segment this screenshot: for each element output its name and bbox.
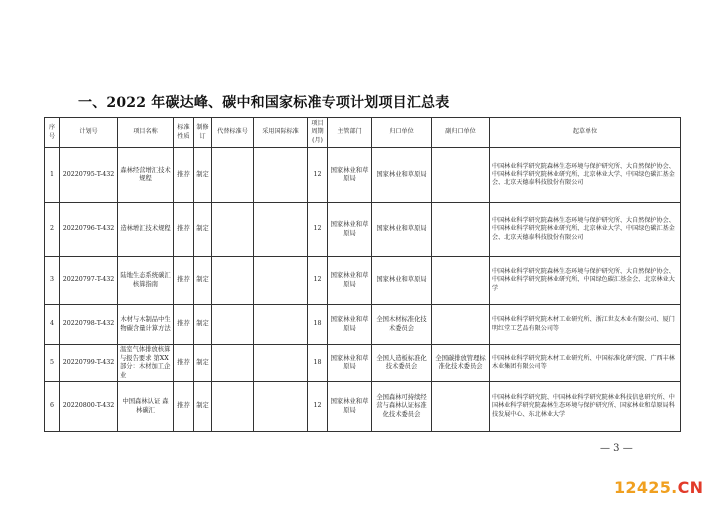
header-cell: 归口单位 [372, 118, 432, 148]
header-cell: 计划号 [60, 118, 118, 148]
header-cell: 主管部门 [328, 118, 372, 148]
international-standard [254, 257, 308, 305]
revision-type: 制定 [194, 345, 212, 382]
authority: 国家林业和草原局 [328, 148, 372, 203]
standard-nature: 推荐 [174, 305, 194, 345]
header-cell: 副归口单位 [432, 118, 490, 148]
project-period: 12 [308, 382, 328, 432]
page-number: — 3 — [600, 443, 633, 454]
vice-technical-committee [432, 148, 490, 203]
row-number: 6 [45, 382, 60, 432]
row-number: 1 [45, 148, 60, 203]
drafting-units: 中国林业科学研究院森林生态环境与保护研究所、大自然保护协会、中国林业科学研究院林业研究所、北京林业大学、中国绿色碳汇基金会、北京天德泰科技股份有限公司 [490, 203, 681, 257]
header-cell: 制修订 [194, 118, 212, 148]
drafting-units: 中国林业科学研究院、中国林业科学研究院林业科技信息研究所、中国林业科学研究院森林生态环境与保护研究所、国家林业和草原局科技发展中心、东北林业大学 [490, 382, 681, 432]
drafting-units: 中国林业科学研究院木材工业研究所、浙江世友木业有限公司、厦门明红堂工艺品有限公司等 [490, 305, 681, 345]
vice-technical-committee: 全国碳排放管理标准化技术委员会 [432, 345, 490, 382]
plan-number: 20220795-T-432 [60, 148, 118, 203]
site-watermark [614, 478, 703, 497]
international-standard [254, 305, 308, 345]
row-number: 2 [45, 203, 60, 257]
vice-technical-committee [432, 305, 490, 345]
international-standard [254, 345, 308, 382]
row-number: 5 [45, 345, 60, 382]
replaced-standard [212, 257, 254, 305]
technical-committee: 国家林业和草原局 [372, 148, 432, 203]
revision-type: 制定 [194, 148, 212, 203]
project-period: 18 [308, 345, 328, 382]
page-title: 一、2022 年碳达峰、碳中和国家标准专项计划项目汇总表 [78, 95, 450, 111]
replaced-standard [212, 148, 254, 203]
drafting-units: 中国林业科学研究院森林生态环境与保护研究所、大自然保护协会、中国林业科学研究院林业研究所、中国绿色碳汇基金会、北京林业大学 [490, 257, 681, 305]
project-name: 温室气体排放核算与报告要求 第XX部分：木材加工企业 [118, 345, 174, 382]
vice-technical-committee [432, 382, 490, 432]
project-name: 中国森林认证 森林碳汇 [118, 382, 174, 432]
vice-technical-committee [432, 203, 490, 257]
header-cell: 项目名称 [118, 118, 174, 148]
project-period: 12 [308, 203, 328, 257]
plan-number: 20220797-T-432 [60, 257, 118, 305]
row-number: 3 [45, 257, 60, 305]
international-standard [254, 382, 308, 432]
header-cell: 项目周期(月) [308, 118, 328, 148]
table-row [45, 148, 681, 203]
header-cell: 标准性质 [174, 118, 194, 148]
technical-committee: 全国人造板标准化技术委员会 [372, 345, 432, 382]
standard-nature: 推荐 [174, 257, 194, 305]
project-name: 木材与木制品中生物碳含量计算方法 [118, 305, 174, 345]
standard-nature: 推荐 [174, 148, 194, 203]
international-standard [254, 148, 308, 203]
vice-technical-committee [432, 257, 490, 305]
replaced-standard [212, 203, 254, 257]
technical-committee: 全国森林可持续经营与森林认证标准化技术委员会 [372, 382, 432, 432]
standard-nature: 推荐 [174, 203, 194, 257]
table-row [45, 305, 681, 345]
project-name: 造林增汇技术规程 [118, 203, 174, 257]
project-name: 森林经营增汇技术规程 [118, 148, 174, 203]
authority: 国家林业和草原局 [328, 345, 372, 382]
project-period: 12 [308, 148, 328, 203]
watermark-digits: 12425 [614, 478, 672, 497]
standard-nature: 推荐 [174, 345, 194, 382]
revision-type: 制定 [194, 382, 212, 432]
replaced-standard [212, 345, 254, 382]
drafting-units: 中国林业科学研究院木材工业研究所、中国标准化研究院、广西丰林木业集团有限公司等 [490, 345, 681, 382]
table-row [45, 345, 681, 382]
revision-type: 制定 [194, 305, 212, 345]
table-header-row [45, 118, 681, 148]
project-summary-table [44, 117, 681, 432]
table-row [45, 382, 681, 432]
project-name: 陆地生态系统碳汇核算指南 [118, 257, 174, 305]
project-period: 12 [308, 257, 328, 305]
authority: 国家林业和草原局 [328, 203, 372, 257]
plan-number: 20220800-T-432 [60, 382, 118, 432]
table-row [45, 257, 681, 305]
plan-number: 20220796-T-432 [60, 203, 118, 257]
technical-committee: 全国木材标准化技术委员会 [372, 305, 432, 345]
table-row [45, 203, 681, 257]
watermark-suffix: CN [677, 478, 704, 497]
international-standard [254, 203, 308, 257]
standard-nature: 推荐 [174, 382, 194, 432]
header-cell: 采用国际标准 [254, 118, 308, 148]
technical-committee: 国家林业和草原局 [372, 257, 432, 305]
drafting-units: 中国林业科学研究院森林生态环境与保护研究所、大自然保护协会、中国林业科学研究院林业研究所、北京林业大学、中国绿色碳汇基金会、北京天德泰科技股份有限公司 [490, 148, 681, 203]
technical-committee: 国家林业和草原局 [372, 203, 432, 257]
row-number: 4 [45, 305, 60, 345]
replaced-standard [212, 305, 254, 345]
revision-type: 制定 [194, 203, 212, 257]
header-cell: 代替标准号 [212, 118, 254, 148]
project-period: 18 [308, 305, 328, 345]
plan-number: 20220798-T-432 [60, 305, 118, 345]
watermark-dot: . [671, 478, 678, 497]
authority: 国家林业和草原局 [328, 257, 372, 305]
header-cell: 起草单位 [490, 118, 681, 148]
authority: 国家林业和草原局 [328, 305, 372, 345]
header-cell: 序号 [45, 118, 60, 148]
plan-number: 20220799-T-432 [60, 345, 118, 382]
authority: 国家林业和草原局 [328, 382, 372, 432]
replaced-standard [212, 382, 254, 432]
revision-type: 制定 [194, 257, 212, 305]
